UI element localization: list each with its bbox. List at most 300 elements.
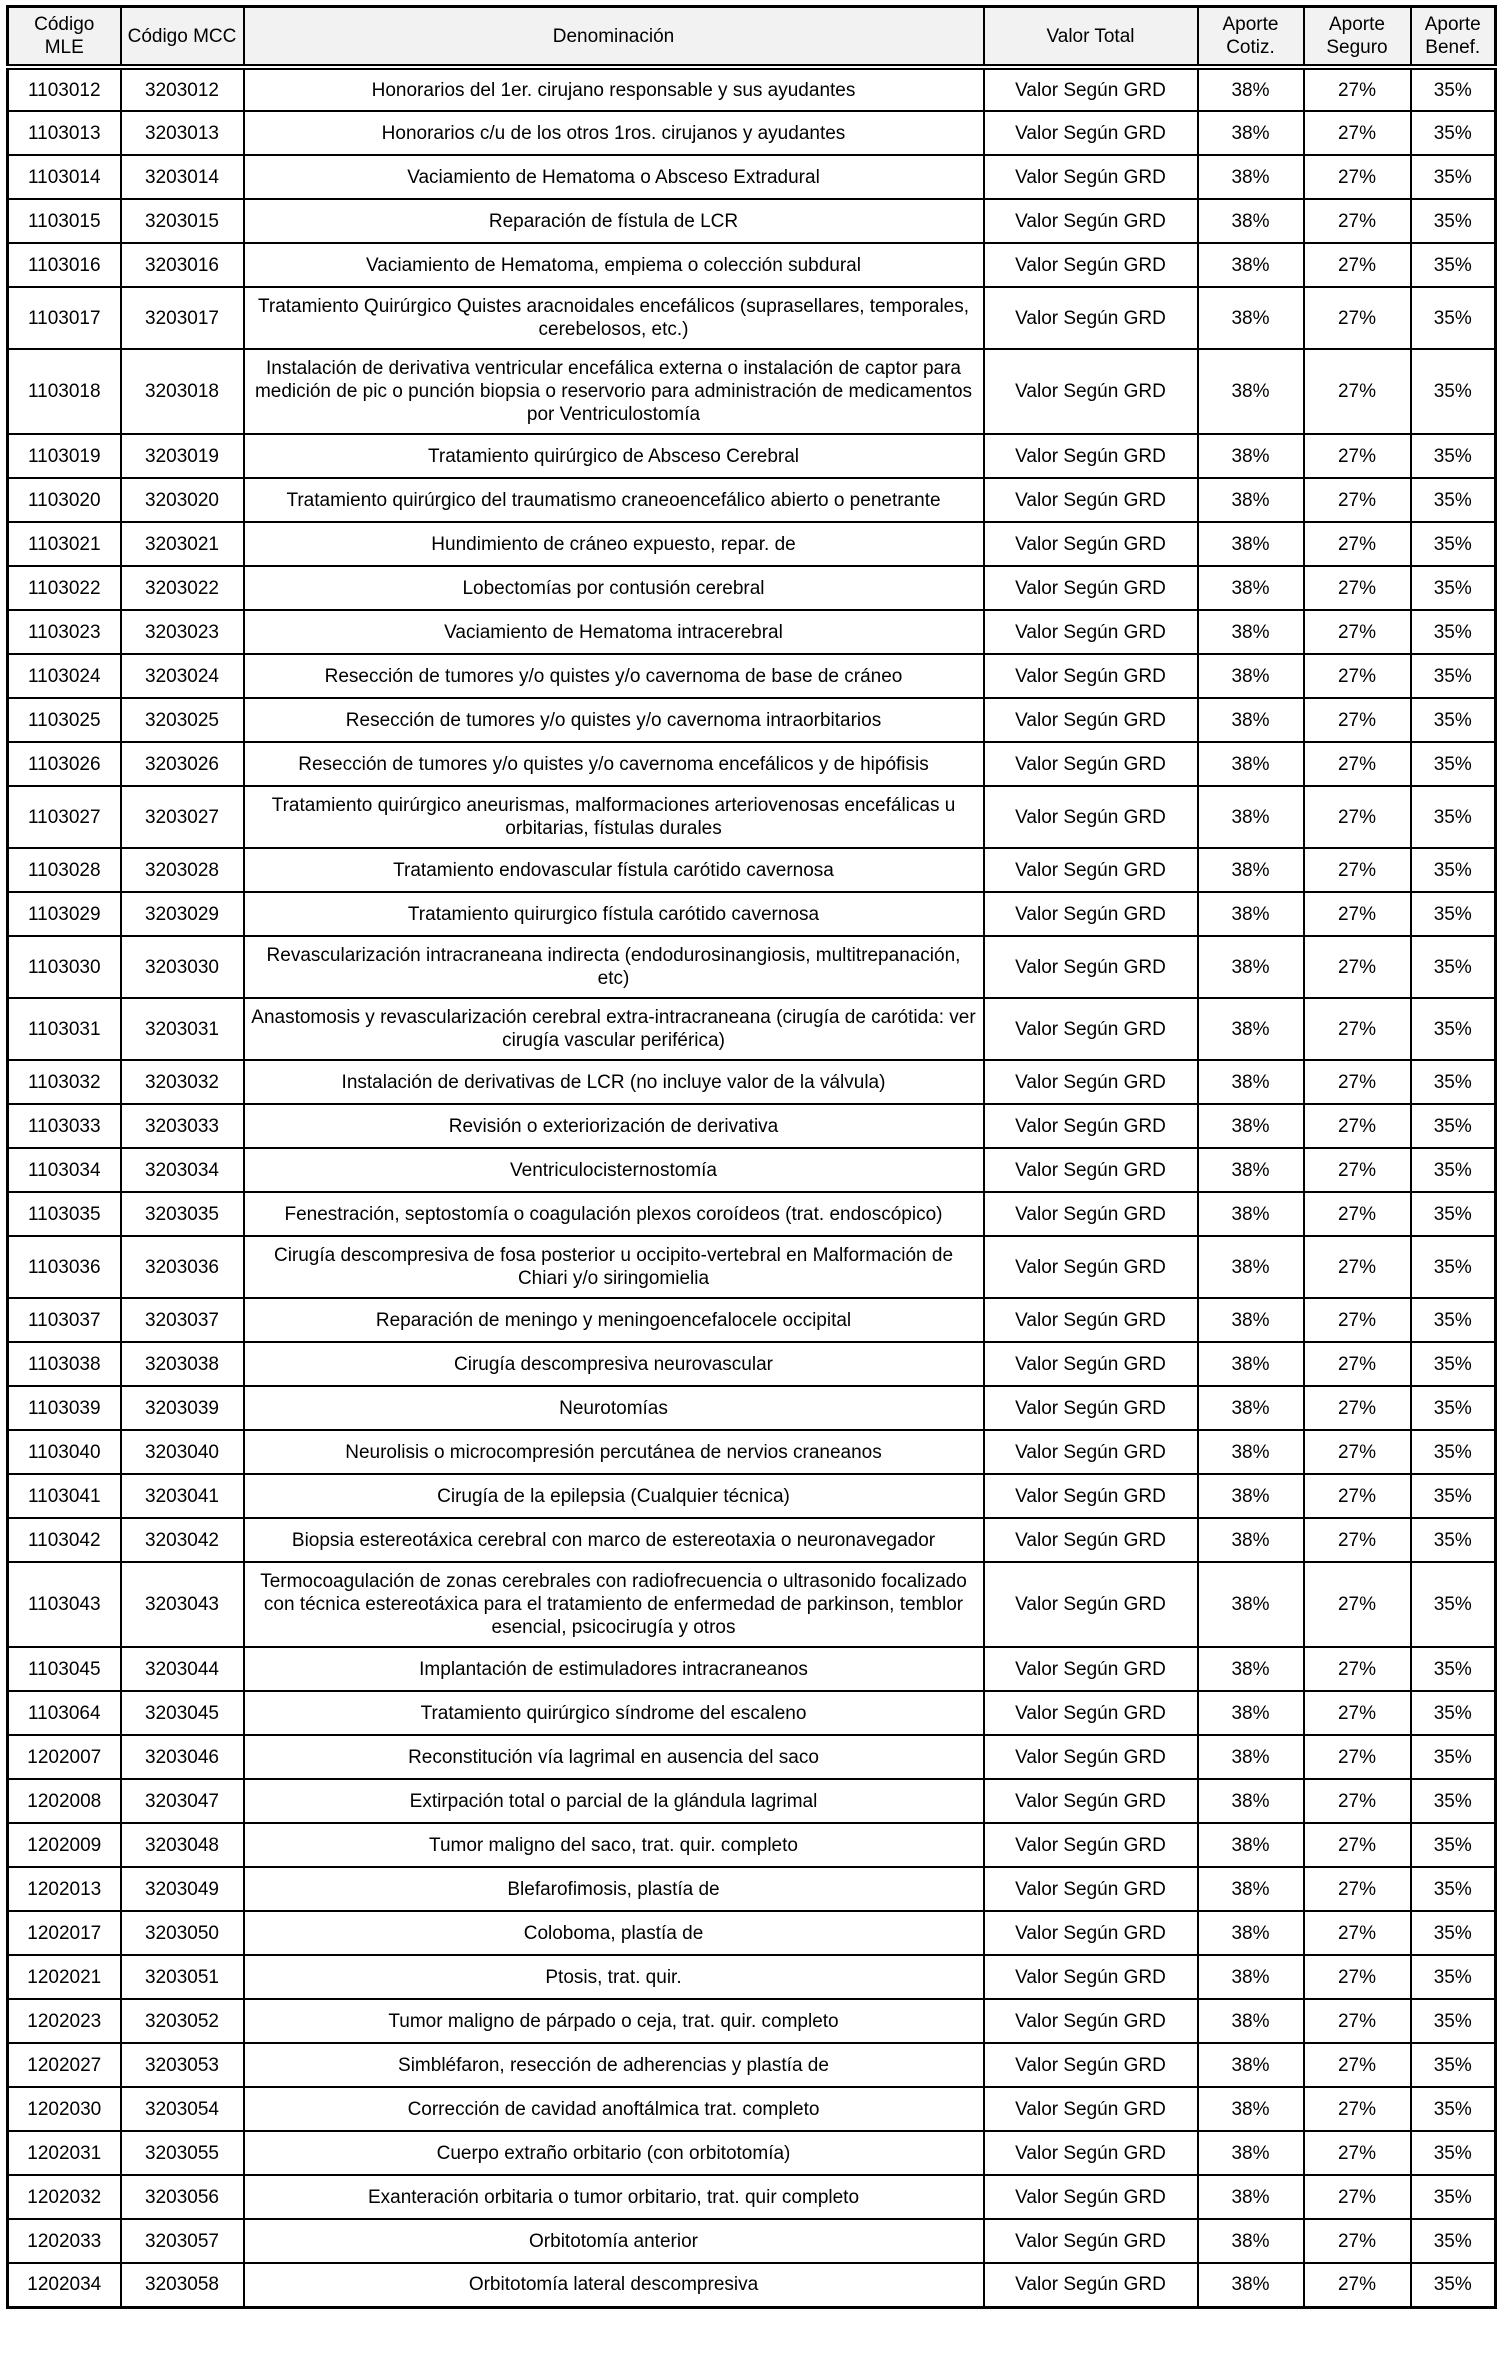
codigo-mcc-cell: 3203027	[121, 786, 244, 848]
aporte-benef-cell: 35%	[1411, 2175, 1496, 2219]
codigo-mle-cell: 1103035	[8, 1192, 121, 1236]
codigo-mcc-cell: 3203024	[121, 654, 244, 698]
table-row	[8, 610, 1496, 654]
valor-total-cell: Valor Según GRD	[984, 2131, 1198, 2175]
codigo-mcc-cell: 3203036	[121, 1236, 244, 1298]
table-row	[8, 1104, 1496, 1148]
column-header-valor-total: Valor Total	[984, 7, 1198, 68]
valor-total-cell: Valor Según GRD	[984, 1430, 1198, 1474]
table-row	[8, 1691, 1496, 1735]
column-header-codigo-mcc: Código MCC	[121, 7, 244, 68]
table-row	[8, 1342, 1496, 1386]
table-row	[8, 698, 1496, 742]
codigo-mcc-cell: 3203037	[121, 1298, 244, 1342]
aporte-seguro-cell: 27%	[1304, 243, 1411, 287]
codigo-mle-cell: 1103032	[8, 1060, 121, 1104]
valor-total-cell: Valor Según GRD	[984, 2263, 1198, 2307]
table-row	[8, 1518, 1496, 1562]
codigo-mcc-cell: 3203039	[121, 1386, 244, 1430]
aporte-seguro-cell: 27%	[1304, 1999, 1411, 2043]
denominacion-cell: Instalación de derivativa ventricular encefálica externa o instalación de captor para medición de pic o punción biopsia o reservorio para administración de medicamentos por Ventriculostomía	[244, 349, 984, 434]
codigo-mcc-cell: 3203020	[121, 478, 244, 522]
codigo-mle-cell: 1103042	[8, 1518, 121, 1562]
codigo-mle-cell: 1202033	[8, 2219, 121, 2263]
codigo-mcc-cell: 3203028	[121, 848, 244, 892]
valor-total-cell: Valor Según GRD	[984, 1867, 1198, 1911]
codigo-mcc-cell: 3203045	[121, 1691, 244, 1735]
codigo-mcc-cell: 3203056	[121, 2175, 244, 2219]
aporte-cotiz-cell: 38%	[1198, 2131, 1304, 2175]
codigo-mcc-cell: 3203033	[121, 1104, 244, 1148]
aporte-benef-cell: 35%	[1411, 998, 1496, 1060]
aporte-cotiz-cell: 38%	[1198, 1562, 1304, 1647]
denominacion-cell: Neurotomías	[244, 1386, 984, 1430]
aporte-benef-cell: 35%	[1411, 1911, 1496, 1955]
codigo-mcc-cell: 3203053	[121, 2043, 244, 2087]
table-row	[8, 199, 1496, 243]
aporte-benef-cell: 35%	[1411, 2043, 1496, 2087]
codigo-mcc-cell: 3203029	[121, 892, 244, 936]
table-row	[8, 243, 1496, 287]
codigo-mcc-cell: 3203038	[121, 1342, 244, 1386]
denominacion-cell: Tumor maligno de párpado o ceja, trat. quir. completo	[244, 1999, 984, 2043]
valor-total-cell: Valor Según GRD	[984, 1192, 1198, 1236]
codigo-mcc-cell: 3203018	[121, 349, 244, 434]
aporte-cotiz-cell: 38%	[1198, 1386, 1304, 1430]
valor-total-cell: Valor Según GRD	[984, 1955, 1198, 1999]
aporte-cotiz-cell: 38%	[1198, 936, 1304, 998]
aporte-seguro-cell: 27%	[1304, 67, 1411, 111]
table-body	[8, 67, 1496, 2307]
aporte-cotiz-cell: 38%	[1198, 786, 1304, 848]
aporte-seguro-cell: 27%	[1304, 478, 1411, 522]
valor-total-cell: Valor Según GRD	[984, 1518, 1198, 1562]
aporte-seguro-cell: 27%	[1304, 786, 1411, 848]
aporte-cotiz-cell: 38%	[1198, 111, 1304, 155]
table-row	[8, 67, 1496, 111]
denominacion-cell: Blefarofimosis, plastía de	[244, 1867, 984, 1911]
aporte-cotiz-cell: 38%	[1198, 1430, 1304, 1474]
codigo-mle-cell: 1103028	[8, 848, 121, 892]
aporte-seguro-cell: 27%	[1304, 1691, 1411, 1735]
denominacion-cell: Lobectomías por contusión cerebral	[244, 566, 984, 610]
aporte-benef-cell: 35%	[1411, 1386, 1496, 1430]
aporte-cotiz-cell: 38%	[1198, 1518, 1304, 1562]
aporte-seguro-cell: 27%	[1304, 1867, 1411, 1911]
aporte-seguro-cell: 27%	[1304, 1647, 1411, 1691]
codigo-mle-cell: 1103045	[8, 1647, 121, 1691]
valor-total-cell: Valor Según GRD	[984, 287, 1198, 349]
aporte-cotiz-cell: 38%	[1198, 1823, 1304, 1867]
table-row	[8, 478, 1496, 522]
table-row	[8, 1148, 1496, 1192]
aporte-benef-cell: 35%	[1411, 610, 1496, 654]
codigo-mle-cell: 1202031	[8, 2131, 121, 2175]
codigo-mcc-cell: 3203026	[121, 742, 244, 786]
aporte-cotiz-cell: 38%	[1198, 1779, 1304, 1823]
codigo-mcc-cell: 3203031	[121, 998, 244, 1060]
aporte-benef-cell: 35%	[1411, 1562, 1496, 1647]
aporte-seguro-cell: 27%	[1304, 698, 1411, 742]
codigo-mle-cell: 1103020	[8, 478, 121, 522]
aporte-cotiz-cell: 38%	[1198, 2087, 1304, 2131]
aporte-benef-cell: 35%	[1411, 1474, 1496, 1518]
denominacion-cell: Tratamiento quirúrgico del traumatismo craneoencefálico abierto o penetrante	[244, 478, 984, 522]
codigo-mle-cell: 1103017	[8, 287, 121, 349]
aporte-seguro-cell: 27%	[1304, 566, 1411, 610]
valor-total-cell: Valor Según GRD	[984, 786, 1198, 848]
valor-total-cell: Valor Según GRD	[984, 1104, 1198, 1148]
aporte-seguro-cell: 27%	[1304, 1911, 1411, 1955]
aporte-benef-cell: 35%	[1411, 522, 1496, 566]
aporte-seguro-cell: 27%	[1304, 287, 1411, 349]
aporte-seguro-cell: 27%	[1304, 1236, 1411, 1298]
table-row	[8, 566, 1496, 610]
aporte-benef-cell: 35%	[1411, 287, 1496, 349]
denominacion-cell: Ptosis, trat. quir.	[244, 1955, 984, 1999]
denominacion-cell: Cirugía descompresiva de fosa posterior u occipito-vertebral en Malformación de Chiari y/o siringomielia	[244, 1236, 984, 1298]
codigo-mle-cell: 1103021	[8, 522, 121, 566]
aporte-seguro-cell: 27%	[1304, 2263, 1411, 2307]
aporte-cotiz-cell: 38%	[1198, 566, 1304, 610]
aporte-cotiz-cell: 38%	[1198, 1474, 1304, 1518]
aporte-benef-cell: 35%	[1411, 243, 1496, 287]
codigo-mle-cell: 1103018	[8, 349, 121, 434]
column-header-aporte-benef: Aporte Benef.	[1411, 7, 1496, 68]
valor-total-cell: Valor Según GRD	[984, 998, 1198, 1060]
codigo-mcc-cell: 3203046	[121, 1735, 244, 1779]
codigo-mle-cell: 1103039	[8, 1386, 121, 1430]
table-header	[8, 7, 1496, 68]
codigo-mle-cell: 1103041	[8, 1474, 121, 1518]
aporte-seguro-cell: 27%	[1304, 2087, 1411, 2131]
codigo-mle-cell: 1103040	[8, 1430, 121, 1474]
table-row	[8, 1911, 1496, 1955]
codigo-mcc-cell: 3203052	[121, 1999, 244, 2043]
aporte-benef-cell: 35%	[1411, 1823, 1496, 1867]
valor-total-cell: Valor Según GRD	[984, 1999, 1198, 2043]
table-row	[8, 111, 1496, 155]
codigo-mle-cell: 1103024	[8, 654, 121, 698]
aporte-benef-cell: 35%	[1411, 1430, 1496, 1474]
valor-total-cell: Valor Según GRD	[984, 848, 1198, 892]
aporte-seguro-cell: 27%	[1304, 742, 1411, 786]
column-header-codigo-mle: Código MLE	[8, 7, 121, 68]
codigo-mle-cell: 1202007	[8, 1735, 121, 1779]
denominacion-cell: Vaciamiento de Hematoma, empiema o colección subdural	[244, 243, 984, 287]
codigo-mle-cell: 1202008	[8, 1779, 121, 1823]
codigo-mle-cell: 1103029	[8, 892, 121, 936]
denominacion-cell: Tratamiento Quirúrgico Quistes aracnoidales encefálicos (suprasellares, temporales, cerebelosos, etc.)	[244, 287, 984, 349]
codigo-mcc-cell: 3203040	[121, 1430, 244, 1474]
codigo-mle-cell: 1202013	[8, 1867, 121, 1911]
aporte-seguro-cell: 27%	[1304, 434, 1411, 478]
denominacion-cell: Reparación de fístula de LCR	[244, 199, 984, 243]
codigo-mle-cell: 1103036	[8, 1236, 121, 1298]
codigo-mcc-cell: 3203049	[121, 1867, 244, 1911]
valor-total-cell: Valor Según GRD	[984, 243, 1198, 287]
codigo-mcc-cell: 3203054	[121, 2087, 244, 2131]
denominacion-cell: Tratamiento quirúrgico aneurismas, malformaciones arteriovenosas encefálicas u orbitarias, fístulas durales	[244, 786, 984, 848]
aporte-benef-cell: 35%	[1411, 742, 1496, 786]
aporte-cotiz-cell: 38%	[1198, 1342, 1304, 1386]
valor-total-cell: Valor Según GRD	[984, 67, 1198, 111]
aporte-cotiz-cell: 38%	[1198, 998, 1304, 1060]
table-row	[8, 892, 1496, 936]
denominacion-cell: Resección de tumores y/o quistes y/o cavernoma intraorbitarios	[244, 698, 984, 742]
codigo-mcc-cell: 3203017	[121, 287, 244, 349]
aporte-benef-cell: 35%	[1411, 2087, 1496, 2131]
valor-total-cell: Valor Según GRD	[984, 1148, 1198, 1192]
codigo-mle-cell: 1103025	[8, 698, 121, 742]
valor-total-cell: Valor Según GRD	[984, 349, 1198, 434]
codigo-mcc-cell: 3203058	[121, 2263, 244, 2307]
aporte-benef-cell: 35%	[1411, 1779, 1496, 1823]
table-row	[8, 2219, 1496, 2263]
aporte-benef-cell: 35%	[1411, 1192, 1496, 1236]
aporte-seguro-cell: 27%	[1304, 155, 1411, 199]
valor-total-cell: Valor Según GRD	[984, 610, 1198, 654]
denominacion-cell: Cirugía descompresiva neurovascular	[244, 1342, 984, 1386]
aporte-cotiz-cell: 38%	[1198, 522, 1304, 566]
aporte-benef-cell: 35%	[1411, 1298, 1496, 1342]
aporte-benef-cell: 35%	[1411, 155, 1496, 199]
denominacion-cell: Cirugía de la epilepsia (Cualquier técnica)	[244, 1474, 984, 1518]
table-row	[8, 2175, 1496, 2219]
table-row	[8, 522, 1496, 566]
valor-total-cell: Valor Según GRD	[984, 1474, 1198, 1518]
table-row	[8, 1999, 1496, 2043]
aporte-cotiz-cell: 38%	[1198, 1735, 1304, 1779]
aporte-benef-cell: 35%	[1411, 111, 1496, 155]
table-row	[8, 1236, 1496, 1298]
aporte-seguro-cell: 27%	[1304, 1735, 1411, 1779]
valor-total-cell: Valor Según GRD	[984, 2219, 1198, 2263]
valor-total-cell: Valor Según GRD	[984, 2175, 1198, 2219]
table-row	[8, 1823, 1496, 1867]
table-row	[8, 1192, 1496, 1236]
denominacion-cell: Extirpación total o parcial de la glándula lagrimal	[244, 1779, 984, 1823]
codigo-mle-cell: 1103012	[8, 67, 121, 111]
aporte-seguro-cell: 27%	[1304, 349, 1411, 434]
aporte-seguro-cell: 27%	[1304, 654, 1411, 698]
denominacion-cell: Honorarios c/u de los otros 1ros. cirujanos y ayudantes	[244, 111, 984, 155]
valor-total-cell: Valor Según GRD	[984, 2043, 1198, 2087]
codigo-mle-cell: 1103031	[8, 998, 121, 1060]
medical-fee-schedule-table	[6, 5, 1497, 2309]
codigo-mle-cell: 1103038	[8, 1342, 121, 1386]
denominacion-cell: Tratamiento quirúrgico de Absceso Cerebral	[244, 434, 984, 478]
table-row	[8, 2087, 1496, 2131]
table-row	[8, 1474, 1496, 1518]
aporte-seguro-cell: 27%	[1304, 1779, 1411, 1823]
aporte-seguro-cell: 27%	[1304, 1823, 1411, 1867]
aporte-cotiz-cell: 38%	[1198, 742, 1304, 786]
aporte-seguro-cell: 27%	[1304, 1562, 1411, 1647]
column-header-aporte-seguro: Aporte Seguro	[1304, 7, 1411, 68]
aporte-cotiz-cell: 38%	[1198, 434, 1304, 478]
column-header-aporte-cotiz: Aporte Cotiz.	[1198, 7, 1304, 68]
aporte-benef-cell: 35%	[1411, 1104, 1496, 1148]
codigo-mle-cell: 1103030	[8, 936, 121, 998]
codigo-mcc-cell: 3203048	[121, 1823, 244, 1867]
denominacion-cell: Resección de tumores y/o quistes y/o cavernoma encefálicos y de hipófisis	[244, 742, 984, 786]
aporte-seguro-cell: 27%	[1304, 1386, 1411, 1430]
codigo-mle-cell: 1103014	[8, 155, 121, 199]
denominacion-cell: Hundimiento de cráneo expuesto, repar. de	[244, 522, 984, 566]
valor-total-cell: Valor Según GRD	[984, 1236, 1198, 1298]
codigo-mle-cell: 1103027	[8, 786, 121, 848]
table-row	[8, 1867, 1496, 1911]
denominacion-cell: Cuerpo extraño orbitario (con orbitotomía)	[244, 2131, 984, 2175]
valor-total-cell: Valor Según GRD	[984, 1911, 1198, 1955]
table-row	[8, 2131, 1496, 2175]
aporte-benef-cell: 35%	[1411, 2219, 1496, 2263]
table-row	[8, 1735, 1496, 1779]
aporte-seguro-cell: 27%	[1304, 1518, 1411, 1562]
valor-total-cell: Valor Según GRD	[984, 155, 1198, 199]
aporte-seguro-cell: 27%	[1304, 1148, 1411, 1192]
codigo-mcc-cell: 3203022	[121, 566, 244, 610]
aporte-seguro-cell: 27%	[1304, 2043, 1411, 2087]
denominacion-cell: Honorarios del 1er. cirujano responsable y sus ayudantes	[244, 67, 984, 111]
aporte-benef-cell: 35%	[1411, 1060, 1496, 1104]
aporte-benef-cell: 35%	[1411, 1342, 1496, 1386]
aporte-cotiz-cell: 38%	[1198, 1060, 1304, 1104]
aporte-benef-cell: 35%	[1411, 1647, 1496, 1691]
valor-total-cell: Valor Según GRD	[984, 1779, 1198, 1823]
valor-total-cell: Valor Según GRD	[984, 434, 1198, 478]
aporte-seguro-cell: 27%	[1304, 2219, 1411, 2263]
denominacion-cell: Vaciamiento de Hematoma o Absceso Extradural	[244, 155, 984, 199]
aporte-cotiz-cell: 38%	[1198, 1298, 1304, 1342]
codigo-mcc-cell: 3203042	[121, 1518, 244, 1562]
valor-total-cell: Valor Según GRD	[984, 1735, 1198, 1779]
aporte-benef-cell: 35%	[1411, 936, 1496, 998]
aporte-seguro-cell: 27%	[1304, 2175, 1411, 2219]
aporte-benef-cell: 35%	[1411, 349, 1496, 434]
denominacion-cell: Orbitotomía anterior	[244, 2219, 984, 2263]
codigo-mle-cell: 1103016	[8, 243, 121, 287]
aporte-cotiz-cell: 38%	[1198, 1691, 1304, 1735]
denominacion-cell: Coloboma, plastía de	[244, 1911, 984, 1955]
valor-total-cell: Valor Según GRD	[984, 566, 1198, 610]
aporte-cotiz-cell: 38%	[1198, 892, 1304, 936]
codigo-mle-cell: 1103013	[8, 111, 121, 155]
valor-total-cell: Valor Según GRD	[984, 1823, 1198, 1867]
aporte-seguro-cell: 27%	[1304, 998, 1411, 1060]
aporte-benef-cell: 35%	[1411, 654, 1496, 698]
table-row	[8, 1955, 1496, 1999]
valor-total-cell: Valor Según GRD	[984, 1562, 1198, 1647]
codigo-mle-cell: 1202032	[8, 2175, 121, 2219]
aporte-benef-cell: 35%	[1411, 199, 1496, 243]
denominacion-cell: Biopsia estereotáxica cerebral con marco de estereotaxia o neuronavegador	[244, 1518, 984, 1562]
valor-total-cell: Valor Según GRD	[984, 892, 1198, 936]
table-row	[8, 998, 1496, 1060]
aporte-seguro-cell: 27%	[1304, 1104, 1411, 1148]
valor-total-cell: Valor Según GRD	[984, 698, 1198, 742]
aporte-benef-cell: 35%	[1411, 1236, 1496, 1298]
denominacion-cell: Fenestración, septostomía o coagulación plexos coroídeos (trat. endoscópico)	[244, 1192, 984, 1236]
codigo-mcc-cell: 3203035	[121, 1192, 244, 1236]
codigo-mle-cell: 1103034	[8, 1148, 121, 1192]
aporte-seguro-cell: 27%	[1304, 936, 1411, 998]
valor-total-cell: Valor Según GRD	[984, 654, 1198, 698]
denominacion-cell: Exanteración orbitaria o tumor orbitario, trat. quir completo	[244, 2175, 984, 2219]
denominacion-cell: Revascularización intracraneana indirecta (endodurosinangiosis, multitrepanación, etc)	[244, 936, 984, 998]
aporte-cotiz-cell: 38%	[1198, 2219, 1304, 2263]
codigo-mcc-cell: 3203034	[121, 1148, 244, 1192]
table-row	[8, 742, 1496, 786]
aporte-cotiz-cell: 38%	[1198, 2175, 1304, 2219]
codigo-mle-cell: 1103023	[8, 610, 121, 654]
table-row	[8, 1298, 1496, 1342]
denominacion-cell: Termocoagulación de zonas cerebrales con radiofrecuencia o ultrasonido focalizado con técnica estereotáxica para el tratamiento de enfermedad de parkinson, temblor esencial, psicocirugía y otros	[244, 1562, 984, 1647]
valor-total-cell: Valor Según GRD	[984, 111, 1198, 155]
codigo-mcc-cell: 3203047	[121, 1779, 244, 1823]
aporte-cotiz-cell: 38%	[1198, 1236, 1304, 1298]
table-row	[8, 2043, 1496, 2087]
aporte-cotiz-cell: 38%	[1198, 199, 1304, 243]
aporte-benef-cell: 35%	[1411, 1999, 1496, 2043]
codigo-mle-cell: 1202027	[8, 2043, 121, 2087]
aporte-cotiz-cell: 38%	[1198, 1148, 1304, 1192]
aporte-cotiz-cell: 38%	[1198, 1955, 1304, 1999]
codigo-mcc-cell: 3203021	[121, 522, 244, 566]
codigo-mcc-cell: 3203051	[121, 1955, 244, 1999]
codigo-mcc-cell: 3203030	[121, 936, 244, 998]
codigo-mle-cell: 1103043	[8, 1562, 121, 1647]
denominacion-cell: Tratamiento quirúrgico síndrome del escaleno	[244, 1691, 984, 1735]
aporte-benef-cell: 35%	[1411, 2263, 1496, 2307]
valor-total-cell: Valor Según GRD	[984, 1342, 1198, 1386]
denominacion-cell: Neurolisis o microcompresión percutánea de nervios craneanos	[244, 1430, 984, 1474]
valor-total-cell: Valor Según GRD	[984, 478, 1198, 522]
aporte-cotiz-cell: 38%	[1198, 848, 1304, 892]
denominacion-cell: Corrección de cavidad anoftálmica trat. completo	[244, 2087, 984, 2131]
denominacion-cell: Implantación de estimuladores intracraneanos	[244, 1647, 984, 1691]
aporte-cotiz-cell: 38%	[1198, 1911, 1304, 1955]
codigo-mle-cell: 1202034	[8, 2263, 121, 2307]
codigo-mle-cell: 1103019	[8, 434, 121, 478]
aporte-cotiz-cell: 38%	[1198, 2263, 1304, 2307]
codigo-mcc-cell: 3203019	[121, 434, 244, 478]
codigo-mcc-cell: 3203025	[121, 698, 244, 742]
valor-total-cell: Valor Según GRD	[984, 1386, 1198, 1430]
codigo-mle-cell: 1103026	[8, 742, 121, 786]
denominacion-cell: Instalación de derivativas de LCR (no incluye valor de la válvula)	[244, 1060, 984, 1104]
codigo-mle-cell: 1202021	[8, 1955, 121, 1999]
aporte-cotiz-cell: 38%	[1198, 349, 1304, 434]
aporte-cotiz-cell: 38%	[1198, 2043, 1304, 2087]
aporte-cotiz-cell: 38%	[1198, 1867, 1304, 1911]
codigo-mle-cell: 1103033	[8, 1104, 121, 1148]
codigo-mle-cell: 1202030	[8, 2087, 121, 2131]
aporte-benef-cell: 35%	[1411, 434, 1496, 478]
table-row	[8, 287, 1496, 349]
aporte-cotiz-cell: 38%	[1198, 698, 1304, 742]
table-row	[8, 155, 1496, 199]
table-row	[8, 1647, 1496, 1691]
aporte-cotiz-cell: 38%	[1198, 243, 1304, 287]
table-row	[8, 786, 1496, 848]
codigo-mcc-cell: 3203015	[121, 199, 244, 243]
aporte-benef-cell: 35%	[1411, 892, 1496, 936]
aporte-cotiz-cell: 38%	[1198, 1104, 1304, 1148]
codigo-mcc-cell: 3203016	[121, 243, 244, 287]
valor-total-cell: Valor Según GRD	[984, 936, 1198, 998]
